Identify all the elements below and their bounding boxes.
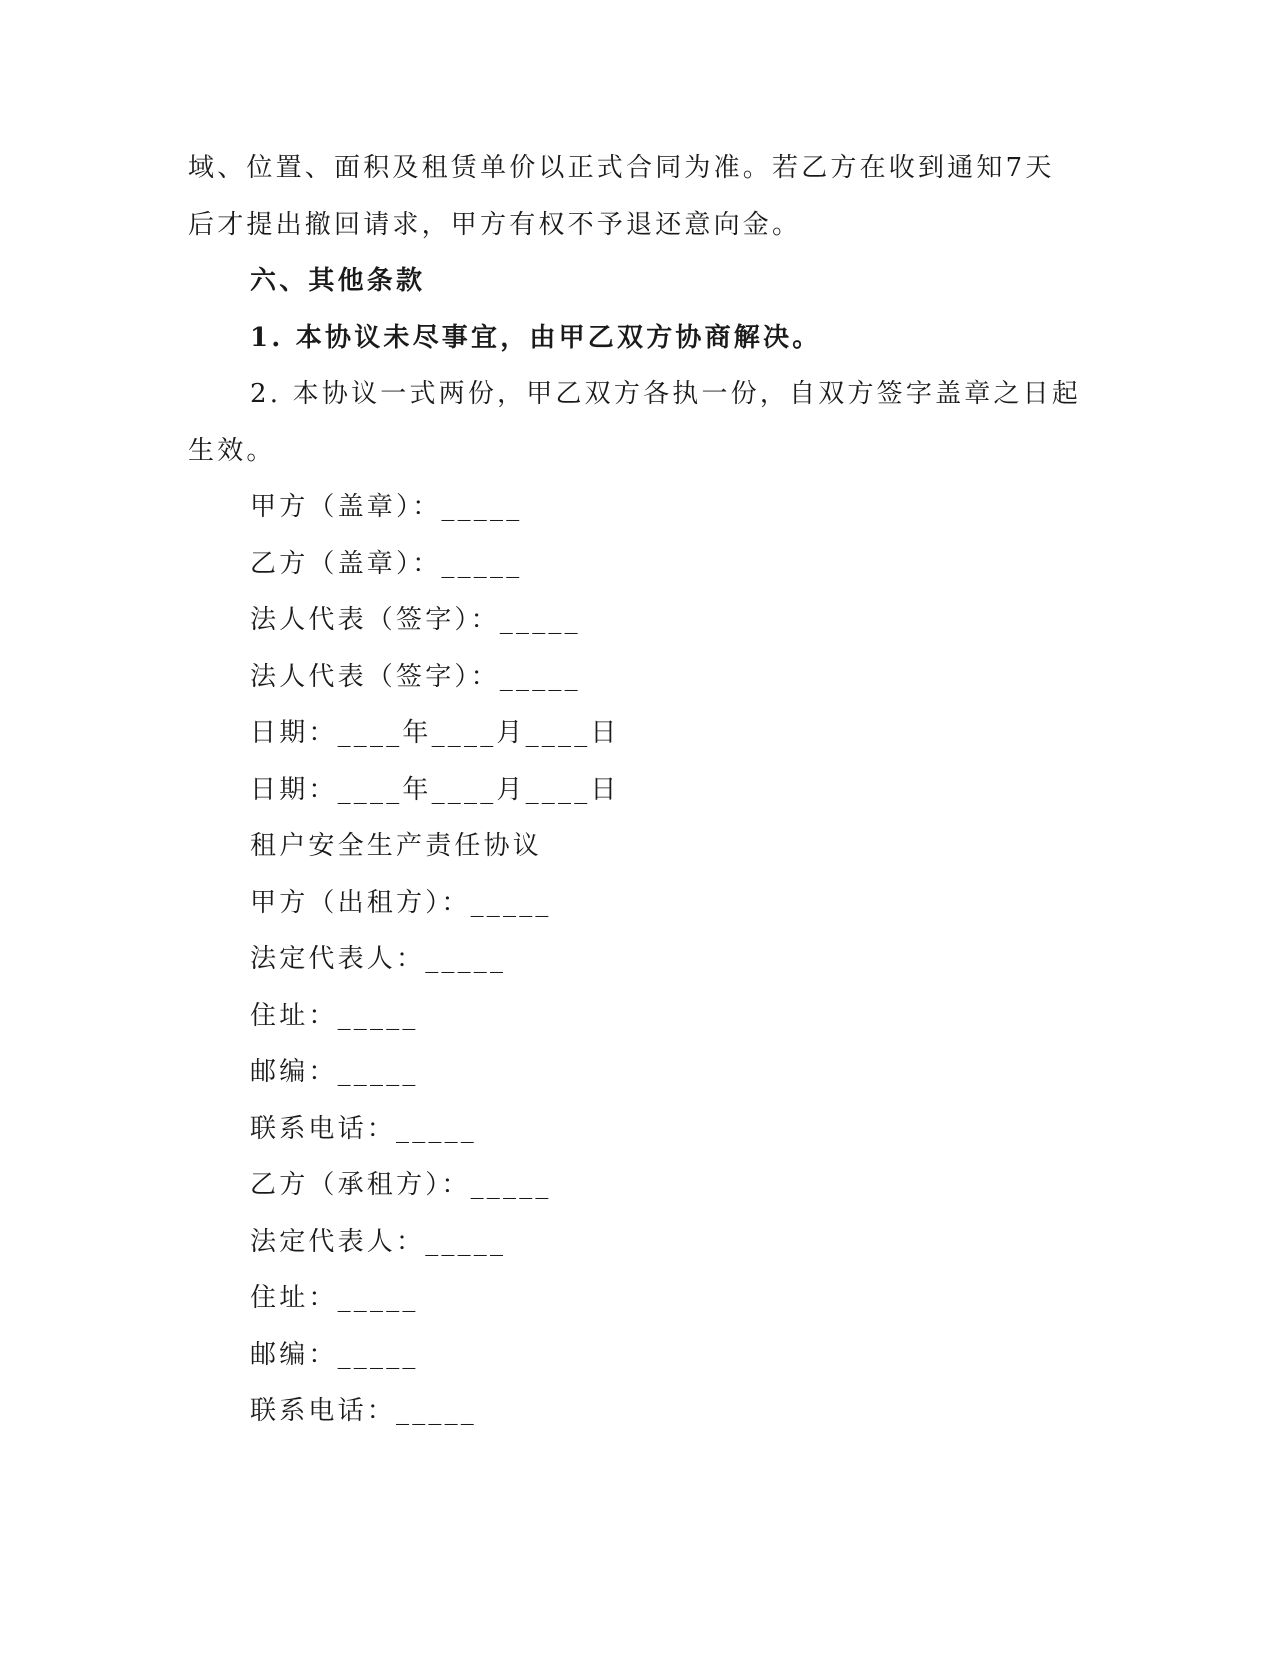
clause-item: 1. 本协议未尽事宜，由甲乙双方协商解决。: [250, 322, 822, 353]
agreement-title: 租户安全生产责任协议: [250, 831, 543, 861]
signature-field-party-b-seal: 乙方（盖章）：_____: [250, 548, 523, 579]
paragraph-line: 生效。: [188, 435, 276, 466]
date-field: 日期：____年____月____日: [250, 718, 620, 748]
paragraph-line: 域、位置、面积及租赁单价以正式合同为准。若乙方在收到通知7天: [188, 153, 1055, 183]
clause-item: 2. 本协议一式两份，甲乙双方各执一份，自双方签字盖章之日起: [250, 379, 1082, 409]
phone-field: 联系电话：_____: [250, 1113, 478, 1144]
document-body: [188, 140, 1088, 1440]
paragraph-line: 后才提出撤回请求，甲方有权不予退还意向金。: [188, 209, 802, 240]
phone-field: 联系电话：_____: [250, 1396, 478, 1426]
legal-representative-field: 法定代表人：_____: [250, 944, 507, 974]
signature-field-legal-rep: 法人代表（签字）：_____: [250, 605, 581, 635]
signature-field-legal-rep: 法人代表（签字）：_____: [250, 661, 581, 692]
signature-field-party-a-seal: 甲方（盖章）：_____: [250, 492, 523, 522]
address-field: 住址：_____: [250, 1000, 419, 1031]
party-a-field: 甲方（出租方）：_____: [250, 887, 552, 918]
party-b-field: 乙方（承租方）：_____: [250, 1170, 552, 1200]
date-field: 日期：____年____月____日: [250, 774, 620, 805]
section-heading: 六、其他条款: [250, 266, 426, 296]
legal-representative-field: 法定代表人：_____: [250, 1226, 507, 1257]
address-field: 住址：_____: [250, 1283, 419, 1313]
postcode-field: 邮编：_____: [250, 1057, 419, 1087]
postcode-field: 邮编：_____: [250, 1339, 419, 1370]
